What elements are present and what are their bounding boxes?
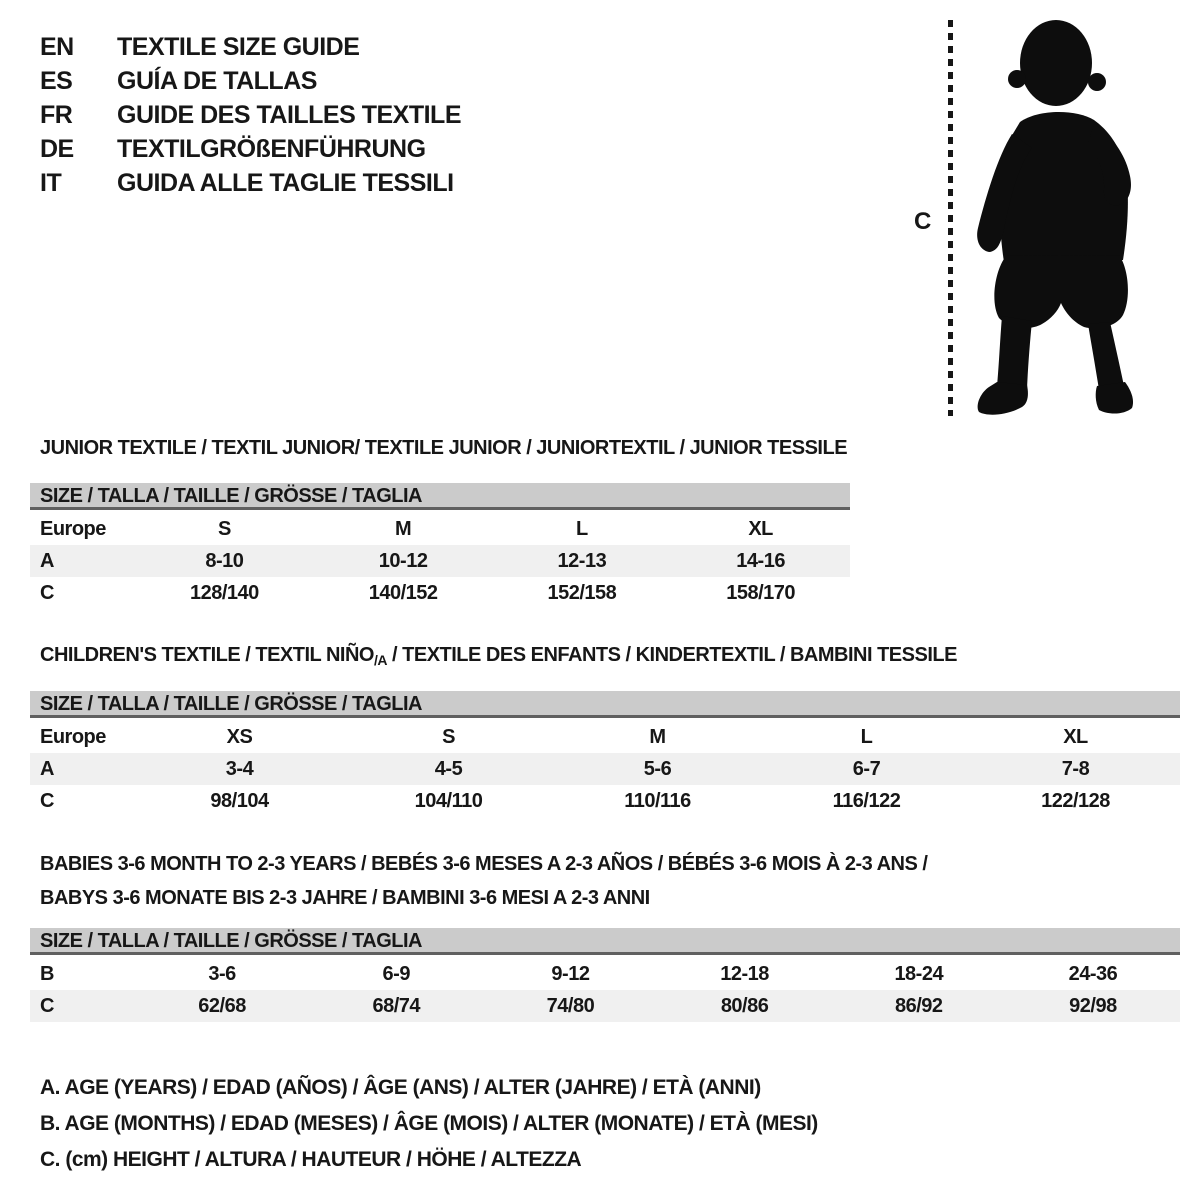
height-cell: 62/68 xyxy=(198,995,246,1017)
toddler-silhouette-icon xyxy=(968,18,1136,418)
size-cell: M xyxy=(395,518,412,540)
children-size-header-bar: SIZE / TALLA / TAILLE / GRÖSSE / TAGLIA xyxy=(30,691,1180,718)
size-cell: XS xyxy=(226,726,253,748)
age-cell: 7-8 xyxy=(1061,758,1090,780)
height-cell: 92/98 xyxy=(1069,995,1117,1017)
height-cell: 86/92 xyxy=(894,995,943,1017)
language-code: ES xyxy=(40,67,73,95)
age-cell: 12-13 xyxy=(557,550,607,572)
guide-title-es: GUÍA DE TALLAS xyxy=(117,67,317,95)
guide-title-en: TEXTILE SIZE GUIDE xyxy=(117,33,360,61)
guide-title-de: TEXTILGRÖßENFÜHRUNG xyxy=(117,135,426,163)
children-section-heading xyxy=(40,642,957,673)
junior-table-height-row xyxy=(30,577,850,609)
babies-table-months-row xyxy=(30,958,1180,990)
babies-heading-line1: BABIES 3-6 MONTH TO 2-3 YEARS / BEBÉS 3-6 MESES A 2-3 AÑOS / BÉBÉS 3-6 MOIS À 2-3 ANS / xyxy=(40,853,928,875)
height-cell: 98/104 xyxy=(210,790,269,812)
language-code: EN xyxy=(40,33,74,61)
age-cell: 14-16 xyxy=(736,550,785,572)
babies-heading-line2: BABYS 3-6 MONATE BIS 2-3 JAHRE / BAMBINI 3-6 MESI A 2-3 ANNI xyxy=(40,887,650,909)
children-heading-post: / TEXTILE DES ENFANTS / KINDERTEXTIL / BAMBINI TESSILE xyxy=(386,644,957,666)
guide-title-it: GUIDA ALLE TAGLIE TESSILI xyxy=(117,169,454,197)
age-cell: 6-7 xyxy=(852,758,881,780)
height-cell: 152/158 xyxy=(547,582,617,604)
children-table-header-row xyxy=(30,721,1180,753)
measurement-legend xyxy=(40,1070,818,1178)
guide-title-fr: GUIDE DES TAILLES TEXTILE xyxy=(117,101,462,129)
size-cell: S xyxy=(217,518,231,540)
language-row-fr xyxy=(40,98,461,132)
row-label-c: C xyxy=(40,790,54,812)
height-cell: 80/86 xyxy=(720,995,769,1017)
language-row-de xyxy=(40,132,461,166)
junior-size-header-bar: SIZE / TALLA / TAILLE / GRÖSSE / TAGLIA xyxy=(30,483,850,510)
language-code: FR xyxy=(40,101,73,129)
height-cell: 104/110 xyxy=(414,790,483,812)
row-label-a: A xyxy=(40,758,54,780)
legend-line-b: B. AGE (MONTHS) / EDAD (MESES) / ÂGE (MOIS) / ALTER (MONATE) / ETÀ (MESI) xyxy=(40,1112,818,1135)
row-label-b: B xyxy=(40,963,54,985)
children-table-age-row xyxy=(30,753,1180,785)
language-row-es xyxy=(40,64,461,98)
junior-section-heading: JUNIOR TEXTILE / TEXTIL JUNIOR/ TEXTILE JUNIOR / JUNIORTEXTIL / JUNIOR TESSILE xyxy=(40,437,848,459)
months-cell: 3-6 xyxy=(208,963,236,985)
height-cell: 110/116 xyxy=(624,790,691,812)
size-cell: XL xyxy=(748,518,773,540)
height-measure-label: C xyxy=(914,208,932,235)
size-cell: L xyxy=(860,726,873,748)
legend-line-a: A. AGE (YEARS) / EDAD (AÑOS) / ÂGE (ANS) / ALTER (JAHRE) / ETÀ (ANNI) xyxy=(40,1076,761,1099)
row-label-europe: Europe xyxy=(40,726,106,748)
months-cell: 6-9 xyxy=(382,963,410,985)
row-label-c: C xyxy=(40,582,54,604)
language-code: IT xyxy=(40,169,62,197)
language-row-en xyxy=(40,30,461,64)
height-measure-dashed-line xyxy=(948,20,953,416)
age-cell: 5-6 xyxy=(643,758,672,780)
language-code: DE xyxy=(40,135,74,163)
age-cell: 8-10 xyxy=(205,550,244,572)
months-cell: 9-12 xyxy=(551,963,590,985)
children-table-height-row xyxy=(30,785,1180,817)
row-label-a: A xyxy=(40,550,54,572)
children-heading-pre: CHILDREN'S TEXTILE / TEXTIL NIÑO xyxy=(40,644,374,666)
height-cell: 74/80 xyxy=(546,995,595,1017)
age-cell: 10-12 xyxy=(378,550,428,572)
height-cell: 122/128 xyxy=(1041,790,1110,812)
junior-table-age-row xyxy=(30,545,850,577)
height-cell: 158/170 xyxy=(726,582,796,604)
legend-line-c: C. (cm) HEIGHT / ALTURA / HAUTEUR / HÖHE / ALTEZZA xyxy=(40,1148,582,1171)
size-cell: XL xyxy=(1063,726,1088,748)
months-cell: 24-36 xyxy=(1068,963,1118,985)
size-cell: M xyxy=(649,726,666,748)
height-cell: 140/152 xyxy=(368,582,438,604)
months-cell: 18-24 xyxy=(894,963,944,985)
children-heading-sub: /A xyxy=(373,652,387,668)
height-cell: 116/122 xyxy=(832,790,901,812)
size-cell: S xyxy=(442,726,455,748)
size-cell: L xyxy=(576,518,588,540)
months-cell: 12-18 xyxy=(720,963,769,985)
language-list xyxy=(40,30,461,200)
age-cell: 4-5 xyxy=(434,758,463,780)
babies-section-heading xyxy=(40,847,927,915)
language-row-it xyxy=(40,166,461,200)
row-label-c: C xyxy=(40,995,54,1017)
age-cell: 3-4 xyxy=(225,758,254,780)
babies-table-height-row xyxy=(30,990,1180,1022)
junior-table-header-row xyxy=(30,513,850,545)
height-cell: 128/140 xyxy=(189,582,259,604)
height-cell: 68/74 xyxy=(372,995,421,1017)
babies-size-header-bar: SIZE / TALLA / TAILLE / GRÖSSE / TAGLIA xyxy=(30,928,1180,955)
row-label-europe: Europe xyxy=(40,518,106,540)
